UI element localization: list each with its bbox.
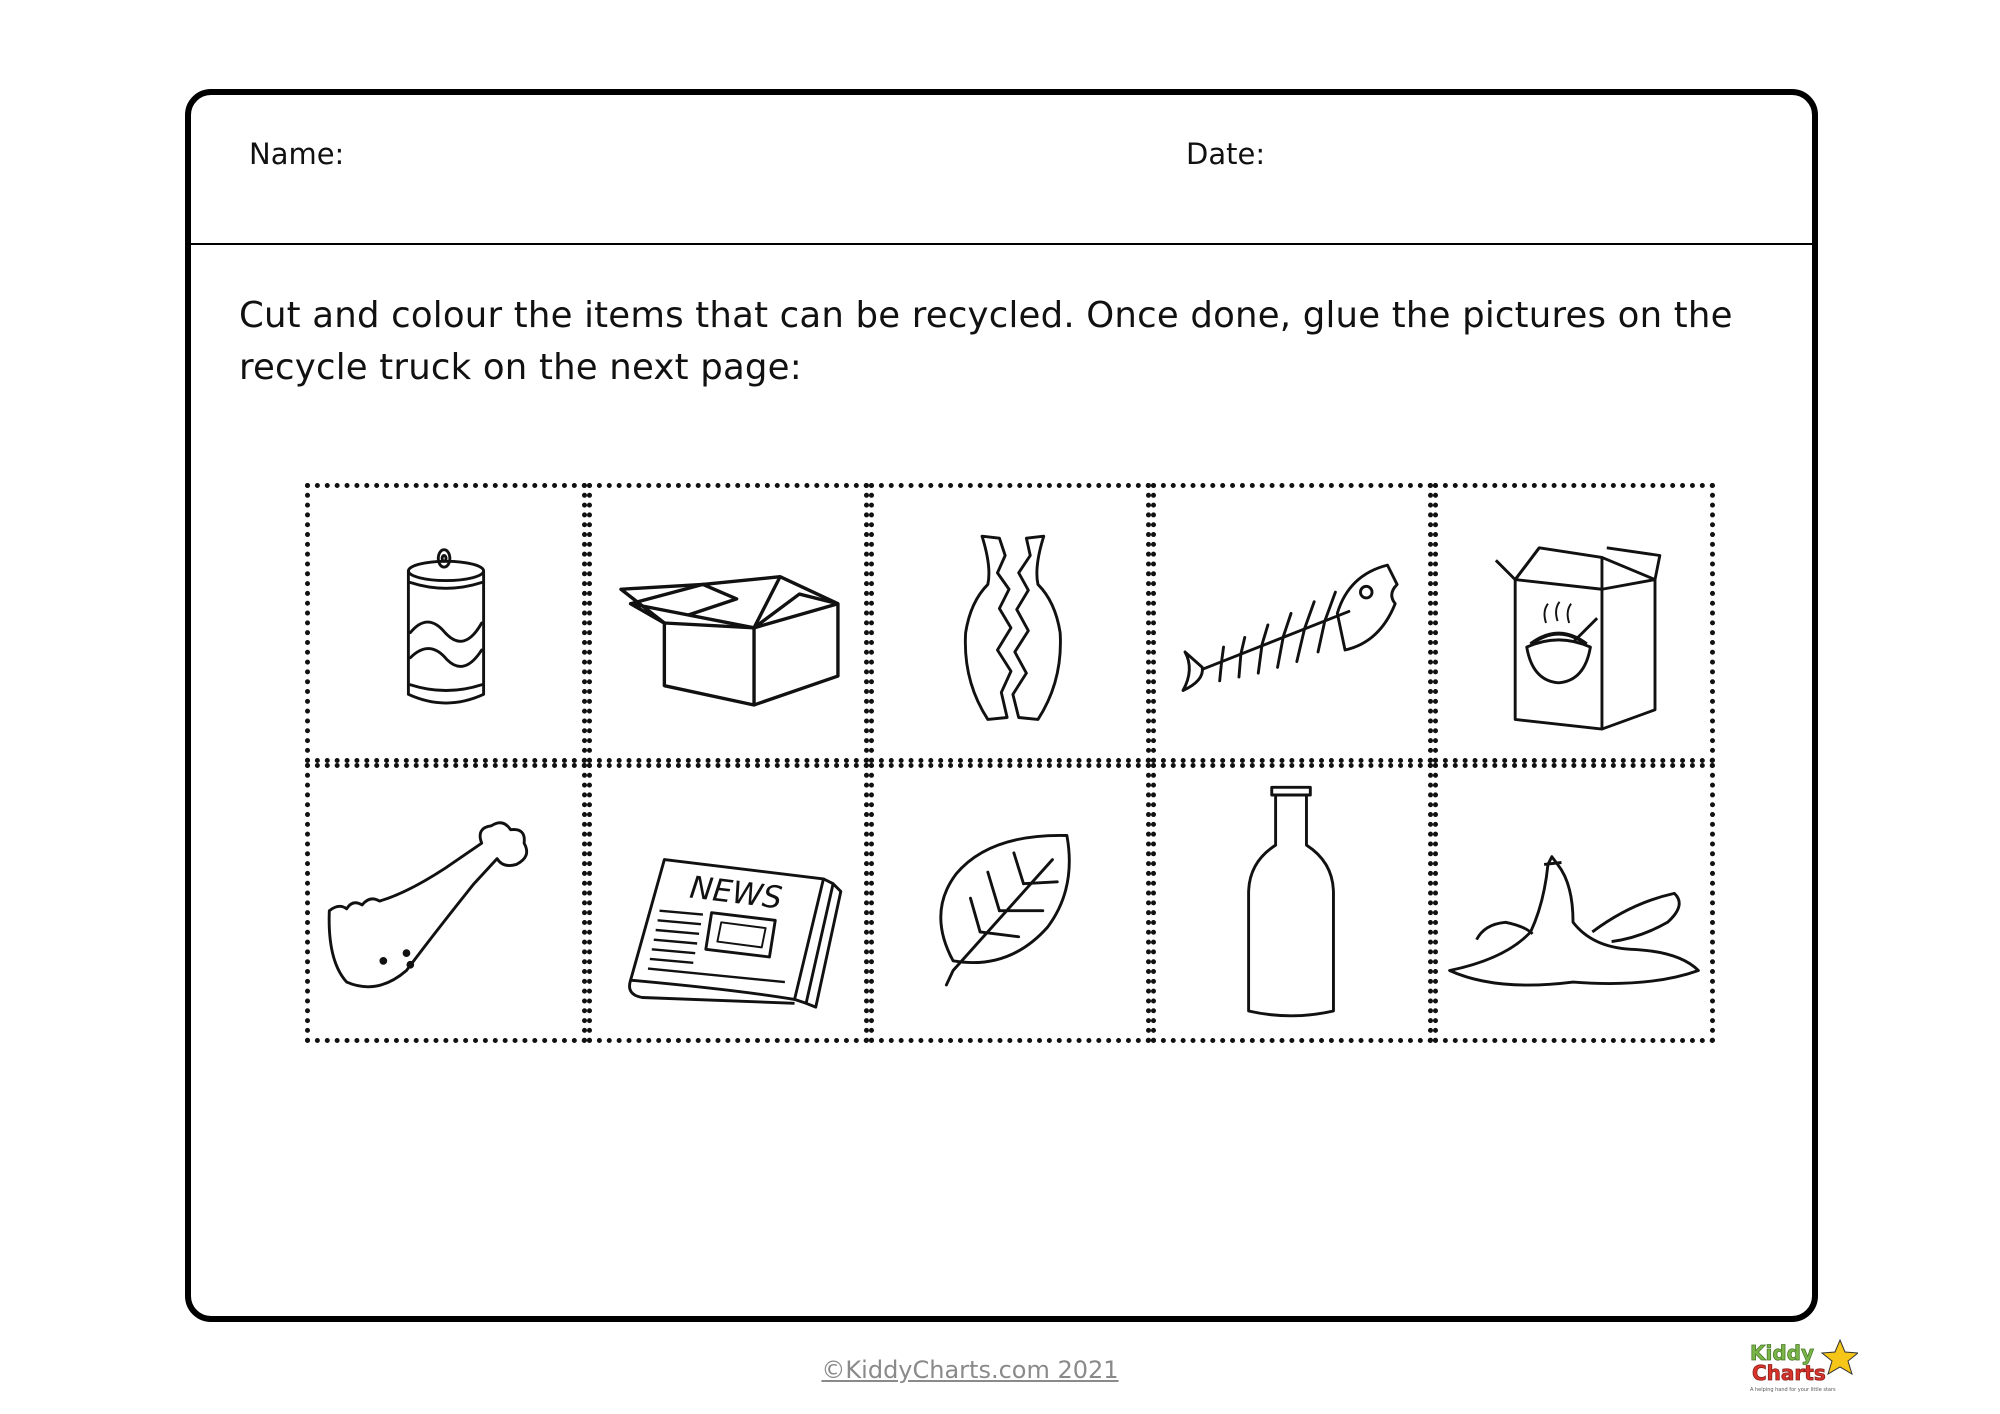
fish-bone-icon — [1156, 488, 1428, 758]
copyright-footer[interactable]: ©KiddyCharts.com 2021 — [821, 1356, 1119, 1384]
instructions-text: Cut and colour the items that can be recycled. Once done, glue the pictures on the recycle truck on the next page: — [239, 295, 1733, 388]
banana-peel-icon — [1438, 768, 1710, 1038]
leaf-icon — [874, 768, 1146, 1038]
kiddycharts-logo — [1748, 1338, 1858, 1394]
name-label: Name: — [249, 137, 345, 171]
newspaper-headline: NEWS — [687, 869, 785, 917]
soda-can-icon — [310, 488, 582, 758]
cutout-cell-chicken-leg[interactable] — [305, 763, 587, 1043]
cutout-cell-cereal-box[interactable] — [1433, 483, 1715, 763]
logo-tagline: A helping hand for your little stars — [1750, 1387, 1836, 1393]
cereal-box-icon — [1438, 488, 1710, 758]
header-divider — [191, 243, 1812, 245]
cardboard-box-icon — [592, 488, 864, 758]
date-label: Date: — [1186, 137, 1266, 171]
cutout-cell-banana-peel[interactable] — [1433, 763, 1715, 1043]
logo-text-kiddy: Kiddy — [1750, 1341, 1815, 1365]
broken-vase-icon — [874, 488, 1146, 758]
cutout-cell-cardboard-box[interactable] — [587, 483, 869, 763]
chicken-leg-icon — [310, 768, 582, 1038]
cutout-grid — [305, 483, 1717, 1043]
logo-text-charts: Charts — [1752, 1361, 1826, 1385]
cutout-cell-glass-bottle[interactable] — [1151, 763, 1433, 1043]
cutout-cell-newspaper[interactable] — [587, 763, 869, 1043]
cutout-cell-broken-vase[interactable] — [869, 483, 1151, 763]
glass-bottle-icon — [1156, 768, 1428, 1038]
cutout-cell-leaf[interactable] — [869, 763, 1151, 1043]
cutout-cell-soda-can[interactable] — [305, 483, 587, 763]
newspaper-icon — [592, 768, 864, 1038]
cutout-cell-fish-bone[interactable] — [1151, 483, 1433, 763]
